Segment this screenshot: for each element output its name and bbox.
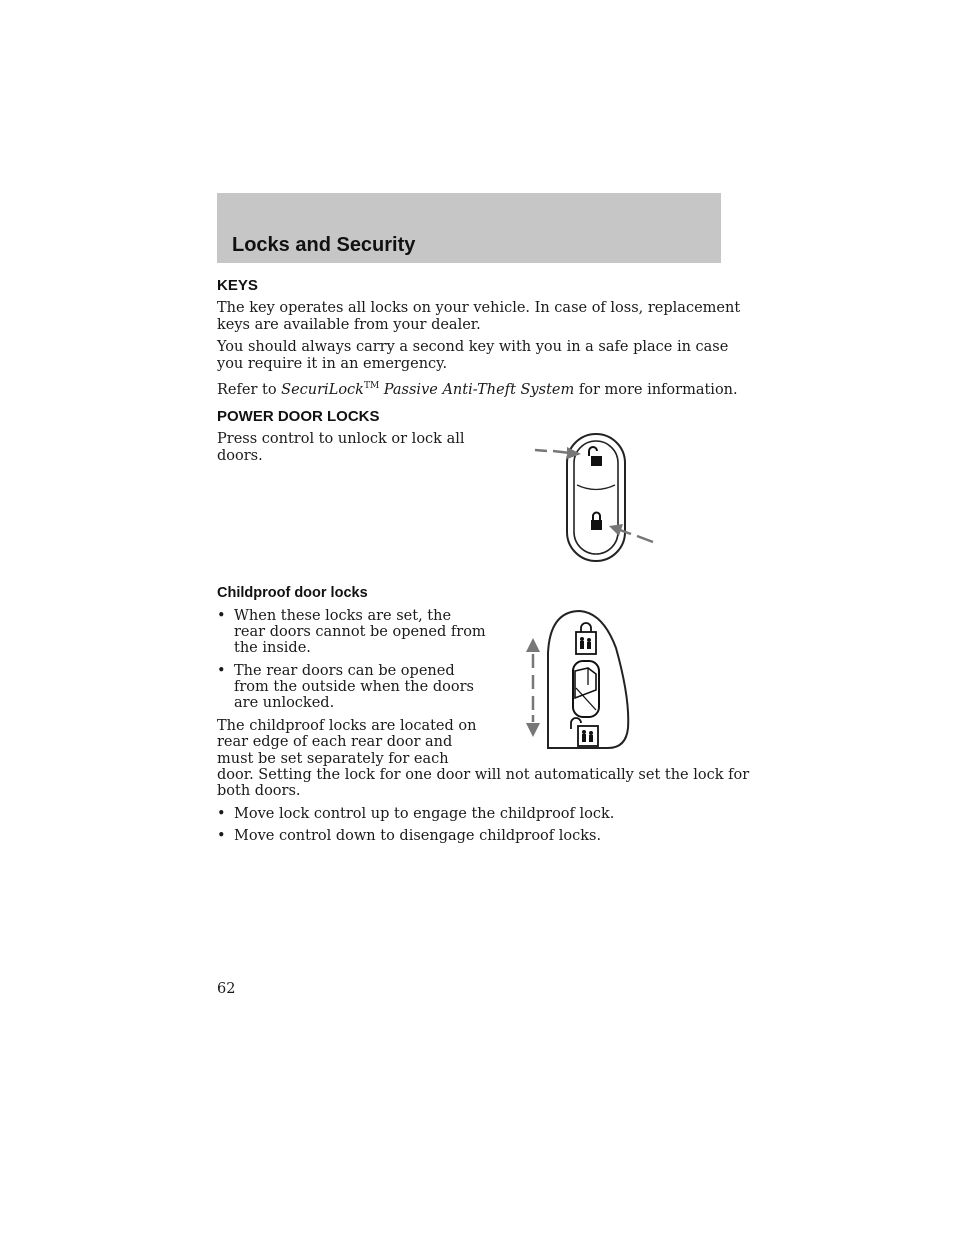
power-door-locks-text bbox=[217, 431, 464, 464]
keys-p2-line1: You should always carry a second key with you in a safe place in case bbox=[217, 339, 729, 355]
bullet-2-line2: from the outside when the doors bbox=[234, 679, 474, 695]
bullet-dot: • bbox=[217, 828, 226, 844]
bullet-4-text: Move control down to disengage childproof locks. bbox=[234, 828, 602, 844]
bullet-1-line2: rear doors cannot be opened from bbox=[234, 624, 486, 640]
section-header-band bbox=[217, 193, 721, 263]
childproof-bullet-3 bbox=[217, 806, 614, 822]
bullet-dot: • bbox=[217, 806, 226, 822]
keys-p3-securilock: SecuriLock bbox=[281, 381, 364, 398]
childproof-bullet-4 bbox=[217, 828, 601, 844]
keys-p1-line2: keys are available from your dealer. bbox=[217, 316, 481, 333]
bullet-2-line3: are unlocked. bbox=[234, 695, 335, 711]
trademark-mark: TM bbox=[363, 381, 380, 391]
section-title: Locks and Security bbox=[232, 234, 416, 256]
bullet-2-line1: The rear doors can be opened bbox=[234, 663, 455, 679]
power-locks-line1: Press control to unlock or lock all bbox=[217, 431, 465, 447]
keys-p3-suffix: for more information. bbox=[574, 381, 738, 398]
keys-heading: KEYS bbox=[217, 277, 258, 294]
keys-paragraph-3 bbox=[217, 378, 738, 398]
keys-p1-line1: The key operates all locks on your vehicle. In case of loss, replacement bbox=[217, 300, 741, 316]
keys-p3-system-name: Passive Anti-Theft System bbox=[379, 381, 575, 398]
childproof-heading: Childproof door locks bbox=[217, 585, 368, 601]
childproof-bullet-2 bbox=[217, 663, 474, 711]
bullet-dot: • bbox=[217, 608, 226, 624]
childproof-para-line5: both doors. bbox=[217, 783, 301, 800]
power-door-lock-switch-icon bbox=[525, 432, 660, 564]
childproof-paragraph bbox=[217, 718, 749, 799]
childproof-bullet-1 bbox=[217, 608, 486, 656]
power-locks-line2: doors. bbox=[217, 447, 263, 464]
childproof-para-line4: door. Setting the lock for one door will not automatically set the lock for bbox=[217, 766, 750, 783]
keys-p3-prefix: Refer to bbox=[217, 381, 282, 398]
childproof-lock-switch-icon bbox=[518, 608, 638, 753]
keys-paragraph-1 bbox=[217, 300, 740, 333]
bullet-3-text: Move lock control up to engage the childproof lock. bbox=[234, 806, 615, 822]
keys-paragraph-2 bbox=[217, 339, 728, 372]
bullet-1-line1: When these locks are set, the bbox=[234, 608, 452, 624]
keys-p2-line2: you require it in an emergency. bbox=[217, 355, 448, 372]
bullet-dot: • bbox=[217, 663, 226, 679]
childproof-para-line2: rear edge of each rear door and bbox=[217, 734, 453, 751]
power-door-locks-heading: POWER DOOR LOCKS bbox=[217, 408, 380, 425]
page-number: 62 bbox=[217, 981, 236, 997]
childproof-para-line3: must be set separately for each bbox=[217, 750, 449, 767]
bullet-1-line3: the inside. bbox=[234, 640, 311, 656]
childproof-para-line1: The childproof locks are located on bbox=[217, 718, 477, 734]
